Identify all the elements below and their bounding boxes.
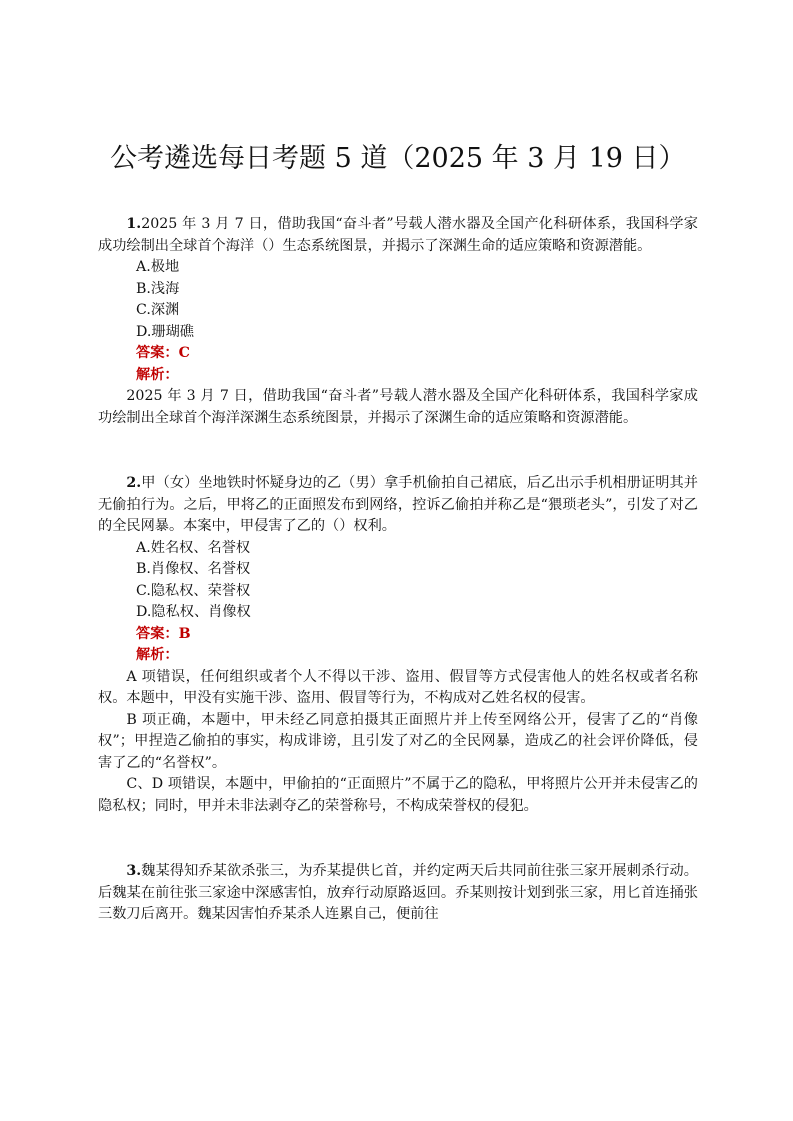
analysis-label: 解析： [136,647,179,663]
analysis-paragraph: 2025 年 3 月 7 日，借助我国“奋斗者”号载人潜水器及全国产化科研体系，我国科学家成功绘制出全球首个海洋深渊生态系统图景，并揭示了深渊生命的适应策略和资源潜能。 [98,388,698,426]
spacer [98,451,698,473]
question-number: 2. [126,475,142,491]
question-text: 甲（女）坐地铁时怀疑身边的乙（男）拿手机偷拍自己裙底，后乙出示手机相册证明其并无偷拍行为。之后，甲将乙的正面照发布到网络，控诉乙偷拍并称乙是“猥琐老头”，引发了对乙的全民网暴。本案中，甲侵害了乙的（）权利。 [98,475,698,534]
option-d: D.珊瑚礁 [136,323,194,340]
question-text: 2025 年 3 月 7 日，借助我国“奋斗者”号载人潜水器及全国产化科研体系，我国科学家成功绘制出全球首个海洋（）生态系统图景，并揭示了深渊生命的适应策略和资源潜能。 [98,216,698,254]
question-text: 魏某得知乔某欲杀张三，为乔某提供匕首，并约定两天后共同前往张三家开展刺杀行动。后魏某在前往张三家途中深感害怕，放弃行动原路返回。乔某则按计划到张三家，用匕首连捅张三数刀后离开。魏某因害怕乔某杀人连累自己，便前往 [98,863,698,922]
spacer [98,839,698,861]
spacer [98,429,698,451]
answer-label: 答案：B [136,625,191,642]
page-title: 公考遴选每日考题 5 道（2025 年 3 月 19 日） [110,143,686,174]
answer-label: 答案：C [136,345,190,361]
option-d: D.隐私权、肖像权 [136,604,251,620]
question-number: 1. [126,216,142,232]
question-number: 3. [126,863,142,879]
option-a: A.姓名权、名誉权 [136,539,251,556]
option-b: B.浅海 [136,280,180,297]
analysis-label: 解析： [136,366,179,383]
option-a: A.极地 [136,259,180,275]
document-body [98,214,698,926]
analysis-paragraph: B 项正确，本题中，甲未经乙同意拍摄其正面照片并上传至网络公开，侵害了乙的“肖像权”；甲捏造乙偷拍的事实，构成诽谤，且引发了对乙的全民网暴，造成乙的社会评价降低，侵害了乙的“名誉权”。 [98,711,698,771]
analysis-paragraph: C、D 项错误，本题中，甲偷拍的“正面照片”不属于乙的隐私，甲将照片公开并未侵害乙的隐私权；同时，甲并未非法剥夺乙的荣誉称号，不构成荣誉权的侵犯。 [98,776,698,814]
question-1-stem [98,214,698,257]
question-2-stem [98,473,698,538]
analysis-paragraph: A 项错误，任何组织或者个人不得以干涉、盗用、假冒等方式侵害他人的姓名权或者名称权。本题中，甲没有实施干涉、盗用、假冒等行为，不构成对乙姓名权的侵害。 [98,668,698,706]
option-b: B.肖像权、名誉权 [136,561,251,577]
option-c: C.隐私权、荣誉权 [136,582,251,599]
spacer [98,817,698,839]
option-c: C.深渊 [136,302,180,318]
question-3-stem [98,861,698,926]
